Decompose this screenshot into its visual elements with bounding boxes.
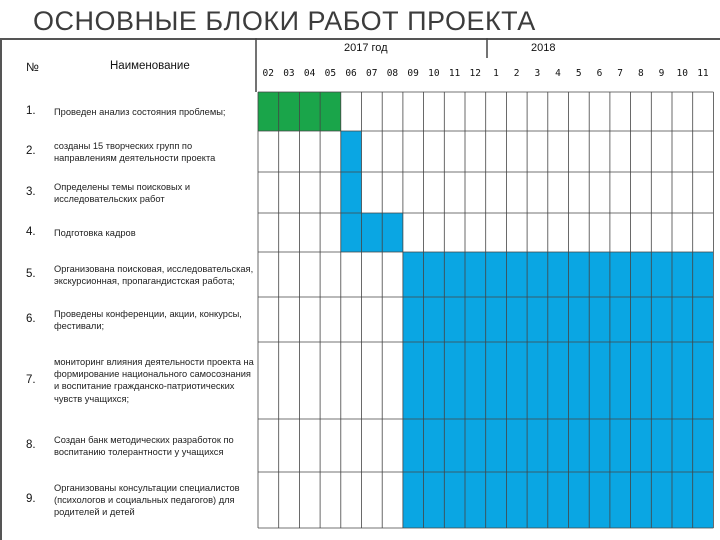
row-task-name: Проведен анализ состояния проблемы; [54,106,226,117]
month-label: 7 [617,68,623,79]
year-2018-header: 2018 [531,42,556,54]
row-number: 3. [26,185,36,198]
gantt-bar [403,419,714,472]
row-task-name: Подготовка кадров [54,227,136,238]
month-label: 9 [658,68,665,79]
month-label: 07 [366,68,378,79]
gantt-bar [403,297,714,342]
row-number: 6. [26,312,36,325]
month-label: 04 [303,68,316,79]
gantt-bar [403,252,714,297]
month-label: 05 [324,68,337,79]
gantt-bar [341,172,362,213]
row-number: 2. [26,144,36,157]
row-task-name: Организована поисковая, исследовательская, экскурсионная, пропагандистская работа; [54,263,254,286]
month-label: 6 [596,68,603,79]
row-number: 1. [26,104,36,117]
row-number: 4. [26,225,36,238]
year-2017-header: 2017 год [344,42,388,54]
month-label: 11 [448,68,461,79]
month-label: 8 [637,68,644,79]
gantt-bar [403,342,714,419]
number-column-header: № [26,60,39,74]
month-label: 3 [534,68,541,79]
month-label: 06 [345,68,357,79]
month-label: 09 [407,68,419,79]
row-task-name: Определены темы поисковых и исследовательских работ [54,181,191,204]
row-number: 5. [26,267,36,280]
month-label: 10 [428,68,440,79]
row-task-name: созданы 15 творческих групп по направлениям деятельности проекта [54,140,216,163]
row-task-name: Создан банк методических разработок по воспитанию толерантности у учащихся [54,434,234,457]
row-task-name: Организованы консультации специалистов (психологов и социальных педагогов) для родителей и детей [54,482,240,517]
month-label: 4 [555,68,561,79]
month-label: 5 [575,68,582,79]
month-label: 03 [283,68,295,79]
row-task-name: Проведены конференции, акции, конкурсы, фестивали; [54,308,242,331]
month-label: 2 [513,68,520,79]
row-number: 9. [26,493,36,505]
name-column-header: Наименование [110,60,190,72]
month-label: 11 [697,68,709,79]
month-label: 12 [469,68,481,79]
gantt-bar [341,213,403,252]
month-label: 02 [262,68,274,79]
gantt-bar [341,131,362,172]
month-label: 1 [493,68,499,79]
row-number: 8. [26,438,36,451]
gantt-bar [403,472,714,528]
row-number: 7. [26,373,36,386]
page-title: ОСНОВНЫЕ БЛОКИ РАБОТ ПРОЕКТА [33,6,536,36]
month-label: 08 [386,68,399,79]
row-task-name: мониторинг влияния деятельности проекта на формирование национального самосознания и воспитание гражданско-патриотических чувств учащихся; [54,357,254,404]
month-label: 10 [676,68,688,79]
